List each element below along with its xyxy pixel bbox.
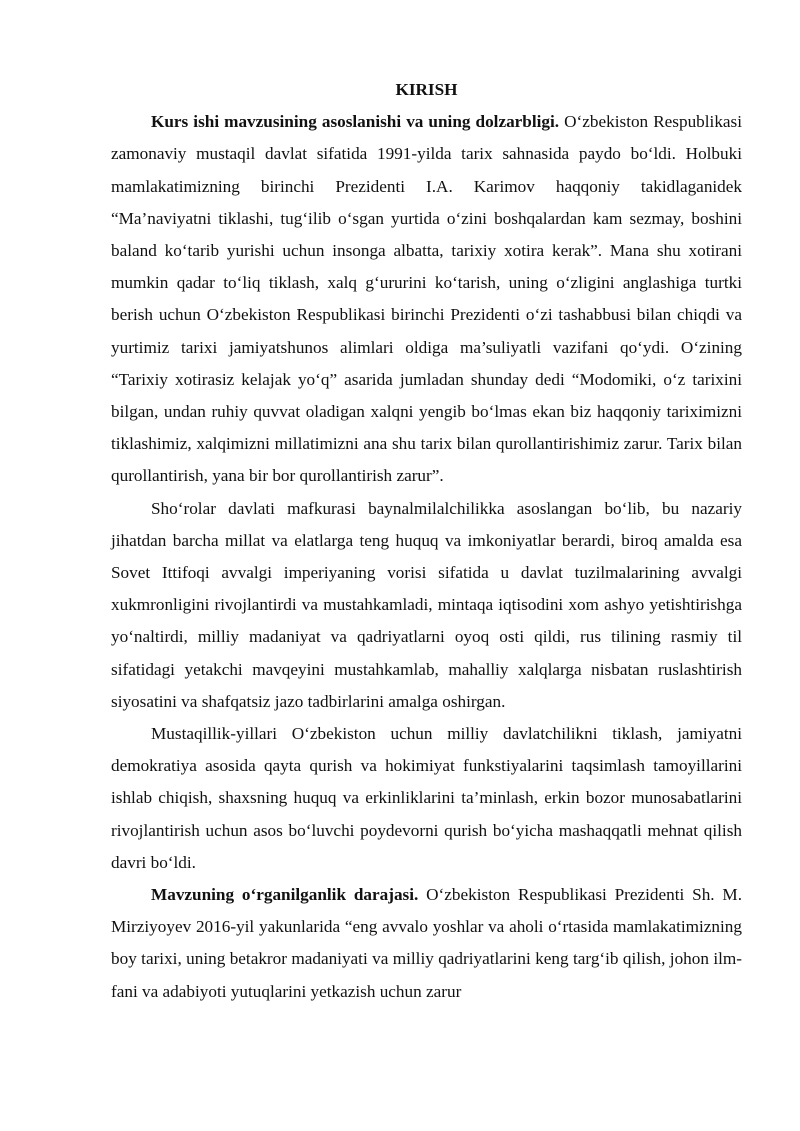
paragraph-text: O‘zbekiston Respublikasi Prezidenti Sh. M. Mirziyoyev 2016-yil yakunlarida “eng avvalo yoshlar va aholi o‘rtasida mamlakatimizning boy tarixi, uning betakror madaniyati va milliy qadriyatlarini keng targ‘ib qilish, johon ilm-fani va adabiyoti yutuqlarini yetkazish uchun zarur [111, 885, 742, 1001]
paragraph-study-level [111, 879, 742, 1008]
paragraph-text: Sho‘rolar davlati mafkurasi baynalmilalchilikka asoslangan bo‘lib, bu nazariy jihatdan barcha millat va elatlarga teng huquq va imkoniyatlar berardi, biroq amalda esa Sovet Ittifoqi avvalgi imperiyaning vorisi sifatida u davlat tuzilmalarining avvalgi xukmronligini rivojlantirdi va mustahkamladi, mintaqa iqtisodini xom ashyo yetishtirishga yo‘naltirdi, milliy madaniyat va qadriyatlarni oyoq osti qildi, rus tilining rasmiy til sifatidagi yetakchi mavqeyini mustahkamlab, mahalliy xalqlarga nisbatan ruslashtirish siyosatini va shafqatsiz jazo tadbirlarini amalga oshirgan. [111, 498, 742, 711]
document-page [111, 74, 742, 1008]
paragraph-lead: Mavzuning o‘rganilganlik darajasi. [151, 885, 419, 905]
paragraph-relevance [111, 106, 742, 492]
paragraph-soviet-ideology [111, 493, 742, 718]
paragraph-text: Mustaqillik-yillari O‘zbekiston uchun milliy davlatchilikni tiklash, jamiyatni demokratiya asosida qayta qurish va hokimiyat funkstiyalarini taqsimlash tamoyillarini ishlab chiqish, shaxsning huquq va erkinliklarini ta’minlash, erkin bozor munosabatlarini rivojlantirish uchun asos bo‘luvchi poydevorni qurish bo‘yicha mashaqqatli mehnat qilish davri bo‘ldi. [111, 724, 742, 872]
paragraph-text: O‘zbekiston Respublikasi zamonaviy mustaqil davlat sifatida 1991-yilda tarix sahnasida paydo bo‘ldi. Holbuki mamlakatimizning birinchi Prezidenti I.A. Karimov haqqoniy takidlaganidek “Ma’naviyatni tiklashi, tug‘ilib o‘sgan yurtida o‘zini boshqalardan kam sezmay, boshini baland ko‘tarib yurishi uchun insonga albatta, tarixiy xotira kerak”. Mana shu xotirani mumkin qadar to‘liq tiklash, xalq g‘ururini ko‘tarish, uning o‘zligini anglashiga turtki berish uchun O‘zbekiston Respublikasi birinchi Prezidenti o‘zi tashabbusi bilan chiqdi va yurtimiz tarixi jamiyatshunos alimlari oldiga ma’suliyatli vazifani qo‘ydi. O‘zining “Tarixiy xotirasiz kelajak yo‘q” asarida jumladan shunday dedi “Modomiki, o‘z tarixini bilgan, undan ruhiy quvvat oladigan xalqni yengib bo‘lmas ekan biz haqqoniy tariximizni tiklashimiz, xalqimizni millatimizni ana shu tarix bilan qurollantirishimiz zarur. Tarix bilan qurollantirish, yana bir bor qurollantirish zarur”. [111, 112, 743, 486]
section-title: KIRISH [395, 80, 458, 99]
paragraph-independence-years [111, 718, 742, 879]
paragraph-lead: Kurs ishi mavzusining asoslanishi va uning dolzarbligi. [151, 112, 560, 132]
